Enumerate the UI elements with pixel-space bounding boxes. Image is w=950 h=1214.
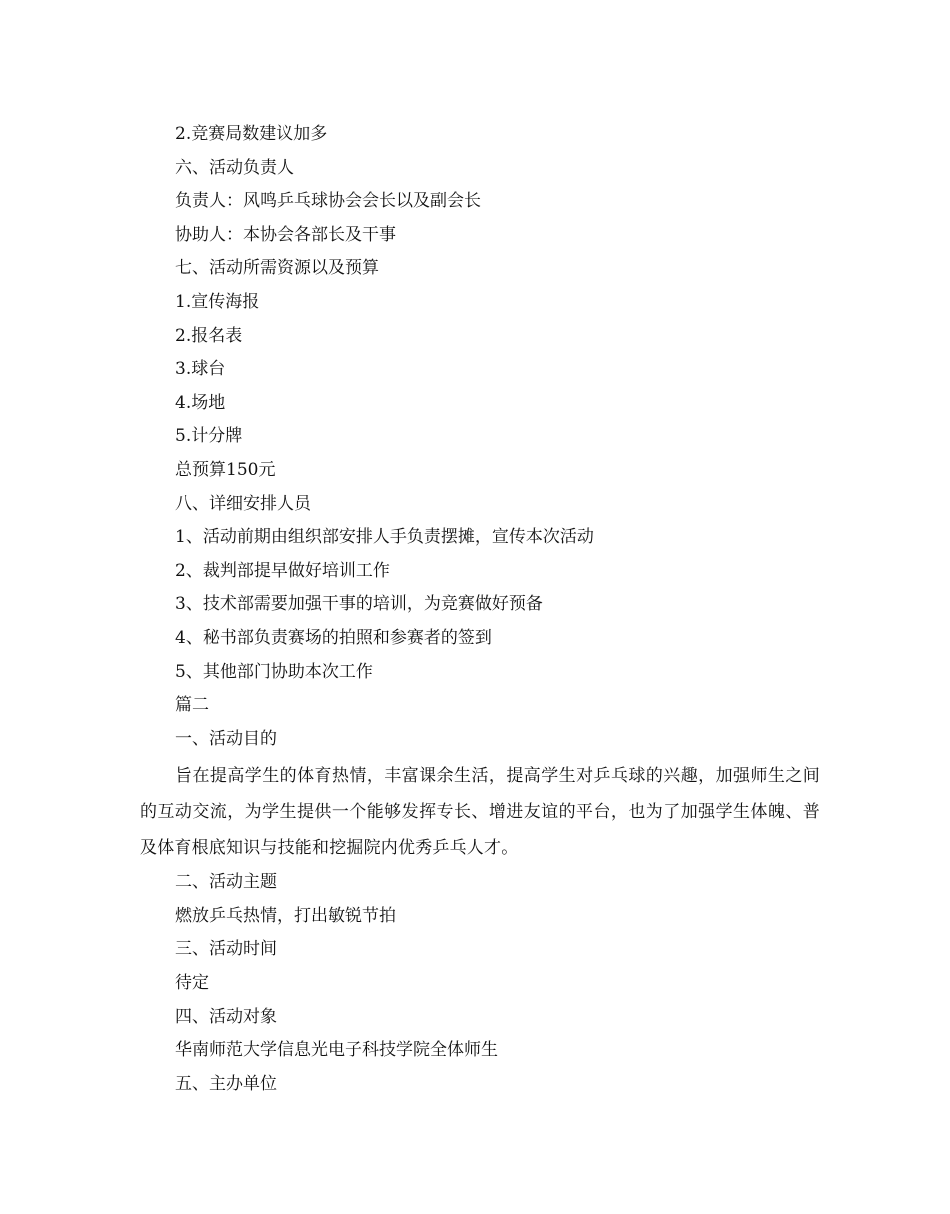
list-item-venue: 4.场地 — [175, 392, 226, 413]
list-item-staff-5: 5、其他部门协助本次工作 — [175, 661, 373, 682]
section-heading-responsible: 六、活动负责人 — [175, 157, 294, 178]
part-heading-two: 篇二 — [175, 695, 209, 716]
list-item-poster: 1.宣传海报 — [175, 291, 260, 312]
list-item-staff-1: 1、活动前期由组织部安排人手负责摆摊，宣传本次活动 — [175, 527, 594, 548]
section-heading-resources-budget: 七、活动所需资源以及预算 — [175, 258, 379, 279]
document-body — [140, 118, 820, 1101]
list-item-staff-2: 2、裁判部提早做好培训工作 — [175, 560, 390, 581]
list-item-staff-4: 4、秘书部负责赛场的拍照和参赛者的签到 — [175, 627, 492, 648]
text-audience: 华南师范大学信息光电子科技学院全体师生 — [175, 1040, 498, 1061]
list-item-signup-form: 2.报名表 — [175, 325, 243, 346]
list-item-scoreboard: 5.计分牌 — [175, 426, 243, 447]
section-heading-audience: 四、活动对象 — [175, 1006, 277, 1027]
section-heading-purpose: 一、活动目的 — [175, 728, 277, 749]
list-item-staff-3: 3、技术部需要加强干事的培训，为竞赛做好预备 — [175, 594, 543, 615]
text-responsible-person: 负责人：风鸣乒乓球协会会长以及副会长 — [175, 191, 481, 212]
text-assistants: 协助人：本协会各部长及干事 — [175, 224, 396, 245]
section-heading-staff: 八、详细安排人员 — [175, 493, 311, 514]
section-heading-organizer: 五、主办单位 — [175, 1073, 277, 1094]
section-heading-theme: 二、活动主题 — [175, 872, 277, 893]
paragraph-purpose: 旨在提高学生的体育热情，丰富课余生活，提高学生对乒乓球的兴趣，加强师生之间的互动交流，为学生提供一个能够发挥专长、增进友谊的平台，也为了加强学生体魄、普及体育根底知识与技能和挖掘院内优秀乒乓人才。 — [140, 766, 820, 859]
text-time: 待定 — [175, 973, 209, 994]
list-item-table: 3.球台 — [175, 359, 226, 380]
text-theme: 燃放乒乓热情，打出敏锐节拍 — [175, 905, 396, 926]
list-item-match-rounds: 2.竞赛局数建议加多 — [175, 124, 328, 144]
section-heading-time: 三、活动时间 — [175, 939, 277, 960]
text-total-budget: 总预算150元 — [175, 459, 276, 480]
